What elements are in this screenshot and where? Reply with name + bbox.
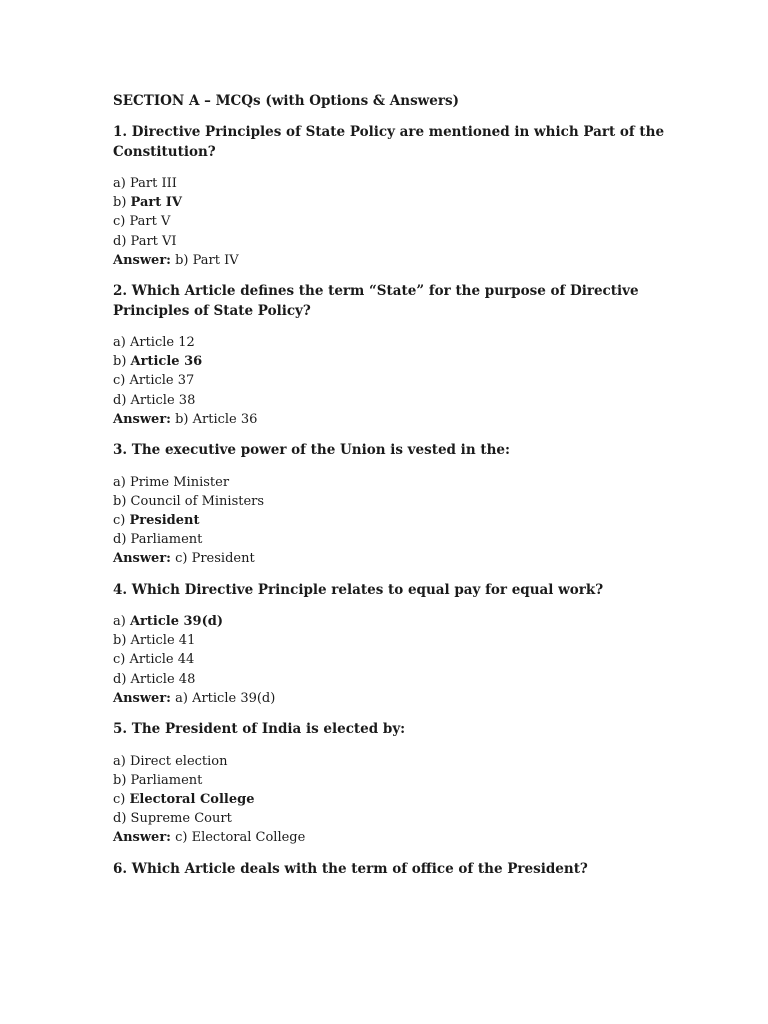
option-text: Article 38 bbox=[130, 392, 196, 408]
option-text: Article 37 bbox=[129, 373, 195, 389]
option-text: Direct election bbox=[129, 753, 228, 769]
option-text: Parliament bbox=[130, 532, 203, 548]
option-item bbox=[113, 333, 673, 352]
option-letter: a) bbox=[113, 753, 126, 769]
option-item bbox=[113, 232, 673, 251]
option-letter: d) bbox=[113, 671, 127, 687]
option-text: Parliament bbox=[130, 772, 203, 788]
option-item bbox=[113, 790, 673, 809]
option-letter: a) bbox=[113, 614, 126, 630]
answer-line bbox=[113, 410, 673, 429]
option-text-correct: Part IV bbox=[130, 195, 182, 211]
answer-value: c) President bbox=[175, 551, 255, 567]
option-text-correct: Article 39(d) bbox=[129, 614, 223, 630]
option-letter: c) bbox=[113, 791, 126, 807]
option-text: Prime Minister bbox=[129, 474, 230, 490]
answer-line bbox=[113, 549, 673, 568]
option-text: Article 41 bbox=[130, 633, 196, 649]
option-text: Article 48 bbox=[130, 671, 196, 687]
option-letter: c) bbox=[113, 214, 126, 230]
option-letter: b) bbox=[113, 354, 127, 370]
question-2: 2. Which Article defines the term “State” for the purpose of Directive Principles of State Policy? bbox=[113, 283, 639, 319]
option-letter: a) bbox=[113, 176, 126, 191]
question-3: 3. The executive power of the Union is vested in the: bbox=[113, 442, 510, 459]
option-item bbox=[113, 771, 673, 790]
option-text: Supreme Court bbox=[130, 811, 232, 827]
question-1: 1. Directive Principles of State Policy are mentioned in which Part of the Constitution? bbox=[113, 124, 665, 160]
answer-label: Answer: bbox=[113, 252, 171, 268]
option-letter: b) bbox=[113, 493, 127, 509]
answer-value: c) Electoral College bbox=[175, 830, 306, 846]
option-text: Article 12 bbox=[129, 335, 195, 351]
option-text: Part VI bbox=[130, 233, 177, 249]
option-text: Part III bbox=[129, 176, 177, 191]
option-text: Part V bbox=[129, 214, 171, 230]
option-item bbox=[113, 670, 673, 689]
option-letter: d) bbox=[113, 532, 127, 548]
option-letter: a) bbox=[113, 335, 126, 351]
question-6: 6. Which Article deals with the term of office of the President? bbox=[113, 860, 588, 877]
option-item bbox=[113, 511, 673, 530]
answer-value: b) Part IV bbox=[175, 252, 239, 268]
option-item bbox=[113, 174, 673, 193]
answer-line bbox=[113, 251, 673, 270]
option-item bbox=[113, 809, 673, 828]
option-item bbox=[113, 752, 673, 771]
option-letter: c) bbox=[113, 373, 126, 389]
answer-line bbox=[113, 828, 673, 847]
option-list bbox=[113, 174, 673, 270]
document-page bbox=[113, 92, 673, 879]
question-4: 4. Which Directive Principle relates to equal pay for equal work? bbox=[113, 581, 604, 598]
option-item bbox=[113, 212, 673, 231]
answer-label: Answer: bbox=[113, 551, 171, 567]
option-letter: c) bbox=[113, 652, 126, 668]
section-title: SECTION A – MCQs (with Options & Answers) bbox=[113, 93, 459, 109]
option-item bbox=[113, 352, 673, 371]
option-text: Article 44 bbox=[129, 652, 195, 668]
question-list bbox=[113, 123, 673, 848]
option-text-correct: President bbox=[129, 512, 200, 528]
option-item bbox=[113, 530, 673, 549]
option-list bbox=[113, 612, 673, 708]
answer-label: Answer: bbox=[113, 690, 171, 706]
option-letter: b) bbox=[113, 195, 127, 211]
answer-value: a) Article 39(d) bbox=[175, 690, 276, 706]
option-letter: d) bbox=[113, 392, 127, 408]
option-text-correct: Article 36 bbox=[130, 354, 203, 370]
option-item bbox=[113, 371, 673, 390]
option-item bbox=[113, 612, 673, 631]
option-list bbox=[113, 473, 673, 569]
option-letter: d) bbox=[113, 811, 127, 827]
question-5: 5. The President of India is elected by: bbox=[113, 721, 406, 738]
answer-value: b) Article 36 bbox=[175, 411, 258, 427]
option-letter: b) bbox=[113, 633, 127, 649]
option-item bbox=[113, 473, 673, 492]
option-item bbox=[113, 391, 673, 410]
option-letter: b) bbox=[113, 772, 127, 788]
option-item bbox=[113, 193, 673, 212]
option-item bbox=[113, 631, 673, 650]
option-list bbox=[113, 333, 673, 429]
option-text-correct: Electoral College bbox=[129, 791, 255, 807]
option-text: Council of Ministers bbox=[130, 493, 265, 509]
answer-line bbox=[113, 689, 673, 708]
option-letter: c) bbox=[113, 512, 126, 528]
option-letter: a) bbox=[113, 474, 126, 490]
option-item bbox=[113, 650, 673, 669]
option-letter: d) bbox=[113, 233, 127, 249]
option-item bbox=[113, 492, 673, 511]
answer-label: Answer: bbox=[113, 830, 171, 846]
answer-label: Answer: bbox=[113, 411, 171, 427]
option-list bbox=[113, 752, 673, 848]
